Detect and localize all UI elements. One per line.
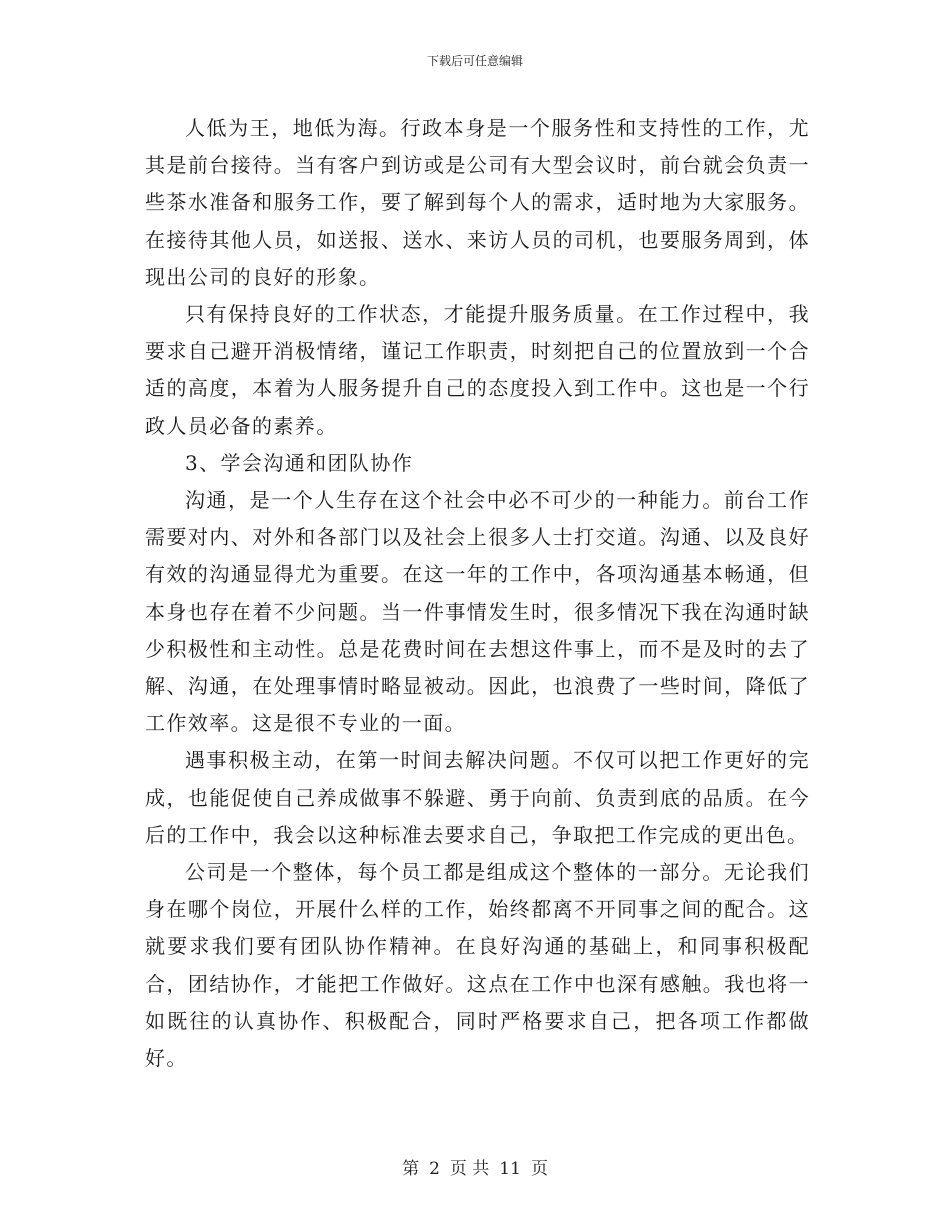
page-footer xyxy=(0,1154,950,1179)
paragraph: 人低为王，地低为海。行政本身是一个服务性和支持性的工作，尤其是前台接待。当有客户到访或是公司有大型会议时，前台就会负责一些茶水准备和服务工作，要了解到每个人的需求，适时地为大家服务。在接待其他人员，如送报、送水、来访人员的司机，也要服务周到，体现出公司的良好的形象。 xyxy=(145,116,810,289)
footer-middle: 页 共 xyxy=(449,1159,490,1179)
section-heading: 3、学会沟通和团队协作 xyxy=(185,450,414,475)
total-pages-number: 11 xyxy=(499,1159,521,1179)
footer-prefix: 第 xyxy=(402,1159,420,1179)
footer-suffix: 页 xyxy=(530,1159,548,1179)
paragraph: 沟通，是一个人生存在这个社会中必不可少的一种能力。前台工作需要对内、对外和各部门以及社会上很多人士打交道。沟通、以及良好有效的沟通显得尤为重要。在这一年的工作中，各项沟通基本畅通，但本身也存在着不少问题。当一件事情发生时，很多情况下我在沟通时缺少积极性和主动性。总是花费时间在去想这件事上，而不是及时的去了解、沟通，在处理事情时略显被动。因此，也浪费了一些时间，降低了工作效率。这是很不专业的一面。 xyxy=(145,488,810,736)
document-body xyxy=(145,110,810,1077)
paragraph: 遇事积极主动，在第一时间去解决问题。不仅可以把工作更好的完成，也能促使自己养成做事不躲避、勇于向前、负责到底的品质。在今后的工作中，我会以这种标准去要求自己，争取把工作完成的更出色。 xyxy=(145,748,810,847)
page-header: 下载后可任意编辑 xyxy=(426,54,523,68)
paragraph: 只有保持良好的工作状态，才能提升服务质量。在工作过程中，我要求自己避开消极情绪，谨记工作职责，时刻把自己的位置放到一个合适的高度，本着为人服务提升自己的态度投入到工作中。这也是一个行政人员必备的素养。 xyxy=(145,302,810,438)
current-page-number: 2 xyxy=(429,1159,440,1179)
paragraph: 公司是一个整体，每个员工都是组成这个整体的一部分。无论我们身在哪个岗位，开展什么样的工作，始终都离不开同事之间的配合。这就要求我们要有团队协作精神。在良好沟通的基础上，和同事积极配合，团结协作，才能把工作做好。这点在工作中也深有感触。我也将一如既往的认真协作、积极配合，同时严格要求自己，把各项工作都做好。 xyxy=(145,860,810,1071)
